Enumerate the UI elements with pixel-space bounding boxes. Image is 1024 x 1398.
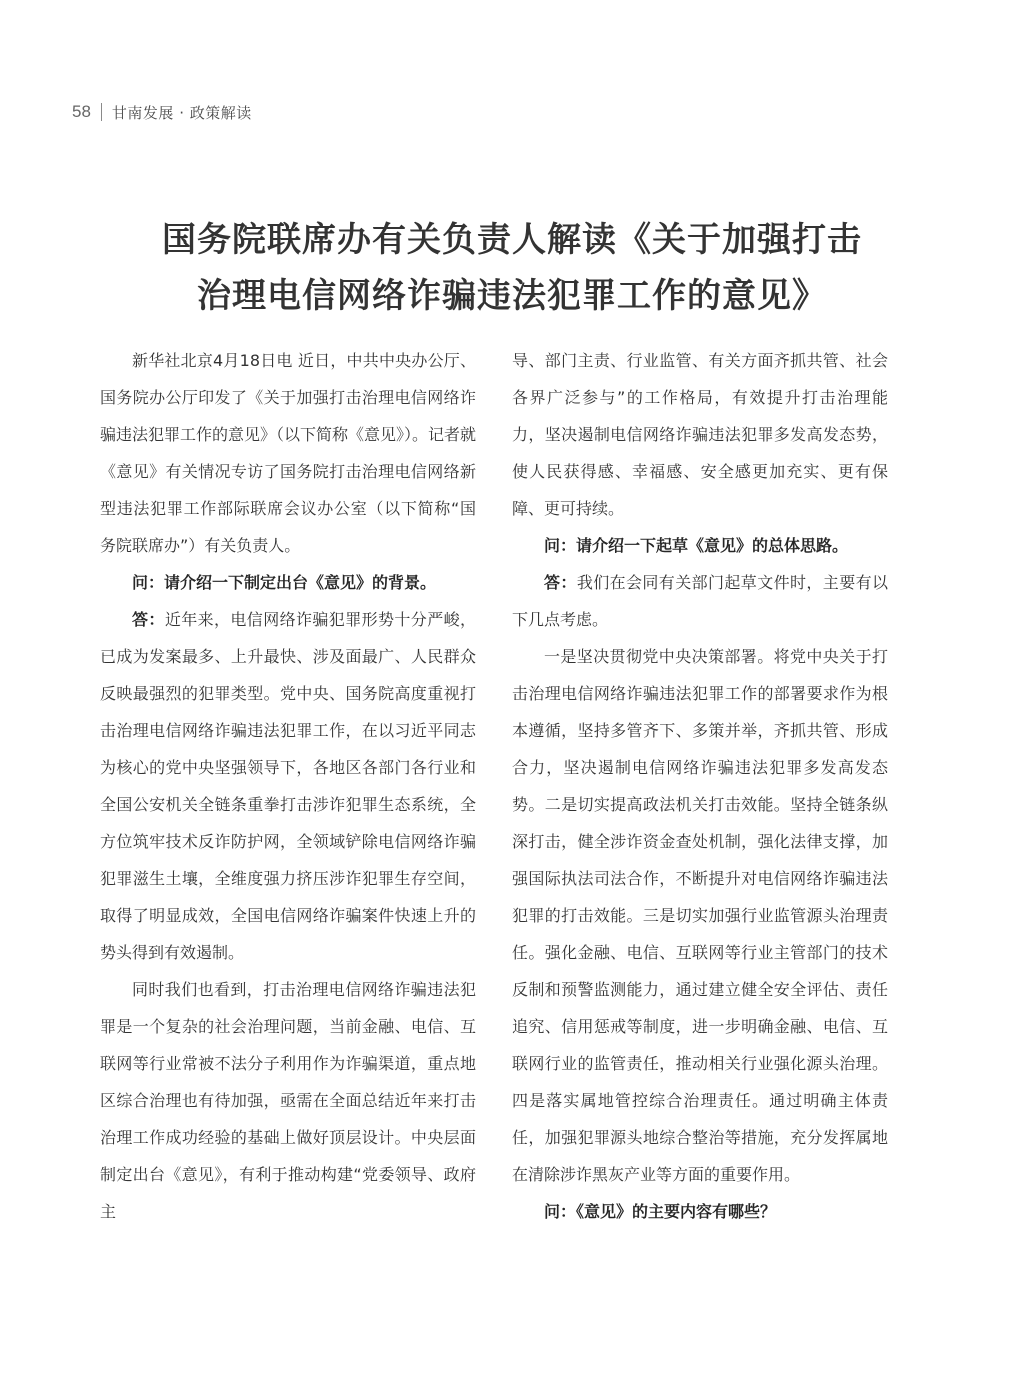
answer-label: 答：: [132, 610, 165, 629]
question-1: 问：请介绍一下制定出台《意见》的背景。: [132, 573, 437, 592]
answer-1-text: 近年来，电信网络诈骗犯罪形势十分严峻，已成为发案最多、上升最快、涉及面最广、人民群众反映最强烈的犯罪类型。党中央、国务院高度重视打击治理电信网络诈骗违法犯罪工作，在以习近平同志为核心的党中央坚强领导下，各地区各部门各行业和全国公安机关全链条重拳打击涉诈犯罪生态系统，全方位筑牢技术反诈防护网，全领域铲除电信网络诈骗犯罪滋生土壤，全维度强力挤压涉诈犯罪生存空间，取得了明显成效，全国电信网络诈骗案件快速上升的势头得到有效遏制。: [100, 610, 476, 962]
body-paragraph: 同时我们也看到，打击治理电信网络诈骗违法犯罪是一个复杂的社会治理问题，当前金融、电信、互联网等行业常被不法分子利用作为诈骗渠道，重点地区综合治理也有待加强，亟需在全面总结近年来打击治理工作成功经验的基础上做好顶层设计。中央层面制定出台《意见》，有利于推动构建“党委领导、政府主: [100, 980, 476, 1221]
right-column: [512, 342, 888, 1230]
header-divider: [101, 103, 102, 121]
left-column: [100, 342, 476, 1230]
article-title-line-1: 国务院联席办有关负责人解读《关于加强打击: [162, 220, 862, 260]
intro-paragraph: 新华社北京4月18日电 近日，中共中央办公厅、国务院办公厅印发了《关于加强打击治理电信网络诈骗违法犯罪工作的意见》（以下简称《意见》）。记者就《意见》有关情况专访了国务院打击治理电信网络新型违法犯罪工作部际联席会议办公室（以下简称“国务院联席办”）有关负责人。: [100, 351, 477, 555]
question-2: 问：请介绍一下起草《意见》的总体思路。: [544, 536, 849, 555]
continued-paragraph: 导、部门主责、行业监管、有关方面齐抓共管、社会各界广泛参与”的工作格局，有效提升打击治理能力，坚决遏制电信网络诈骗违法犯罪多发高发态势，使人民获得感、幸福感、安全感更加充实、更有保障、更可持续。: [512, 351, 888, 518]
answer-1-paragraph: [100, 601, 476, 971]
answer-label: 答：: [544, 573, 577, 592]
article-title-line-2: 治理电信网络诈骗违法犯罪工作的意见》: [197, 276, 827, 316]
page-number: 58: [72, 102, 91, 121]
body-paragraph: 一是坚决贯彻党中央决策部署。将党中央关于打击治理电信网络诈骗违法犯罪工作的部署要求作为根本遵循，坚持多管齐下、多策并举，齐抓共管、形成合力，坚决遏制电信网络诈骗违法犯罪多发高发态势。二是切实提高政法机关打击效能。坚持全链条纵深打击，健全涉诈资金查处机制，强化法律支撑，加强国际执法司法合作，不断提升对电信网络诈骗违法犯罪的打击效能。三是切实加强行业监管源头治理责任。强化金融、电信、互联网等行业主管部门的技术反制和预警监测能力，通过建立健全安全评估、责任追究、信用惩戒等制度，进一步明确金融、电信、互联网行业的监管责任，推动相关行业强化源头治理。四是落实属地管控综合治理责任。通过明确主体责任，加强犯罪源头地综合整治等措施，充分发挥属地在清除涉诈黑灰产业等方面的重要作用。: [512, 647, 888, 1184]
header-section-title: 甘南发展 · 政策解读: [111, 103, 252, 122]
page-header: [72, 100, 252, 124]
article-title: [60, 212, 964, 324]
answer-2-text: 我们在会同有关部门起草文件时，主要有以下几点考虑。: [512, 573, 888, 629]
answer-2-paragraph: [512, 564, 888, 638]
question-3: 问：《意见》的主要内容有哪些？: [544, 1202, 777, 1221]
